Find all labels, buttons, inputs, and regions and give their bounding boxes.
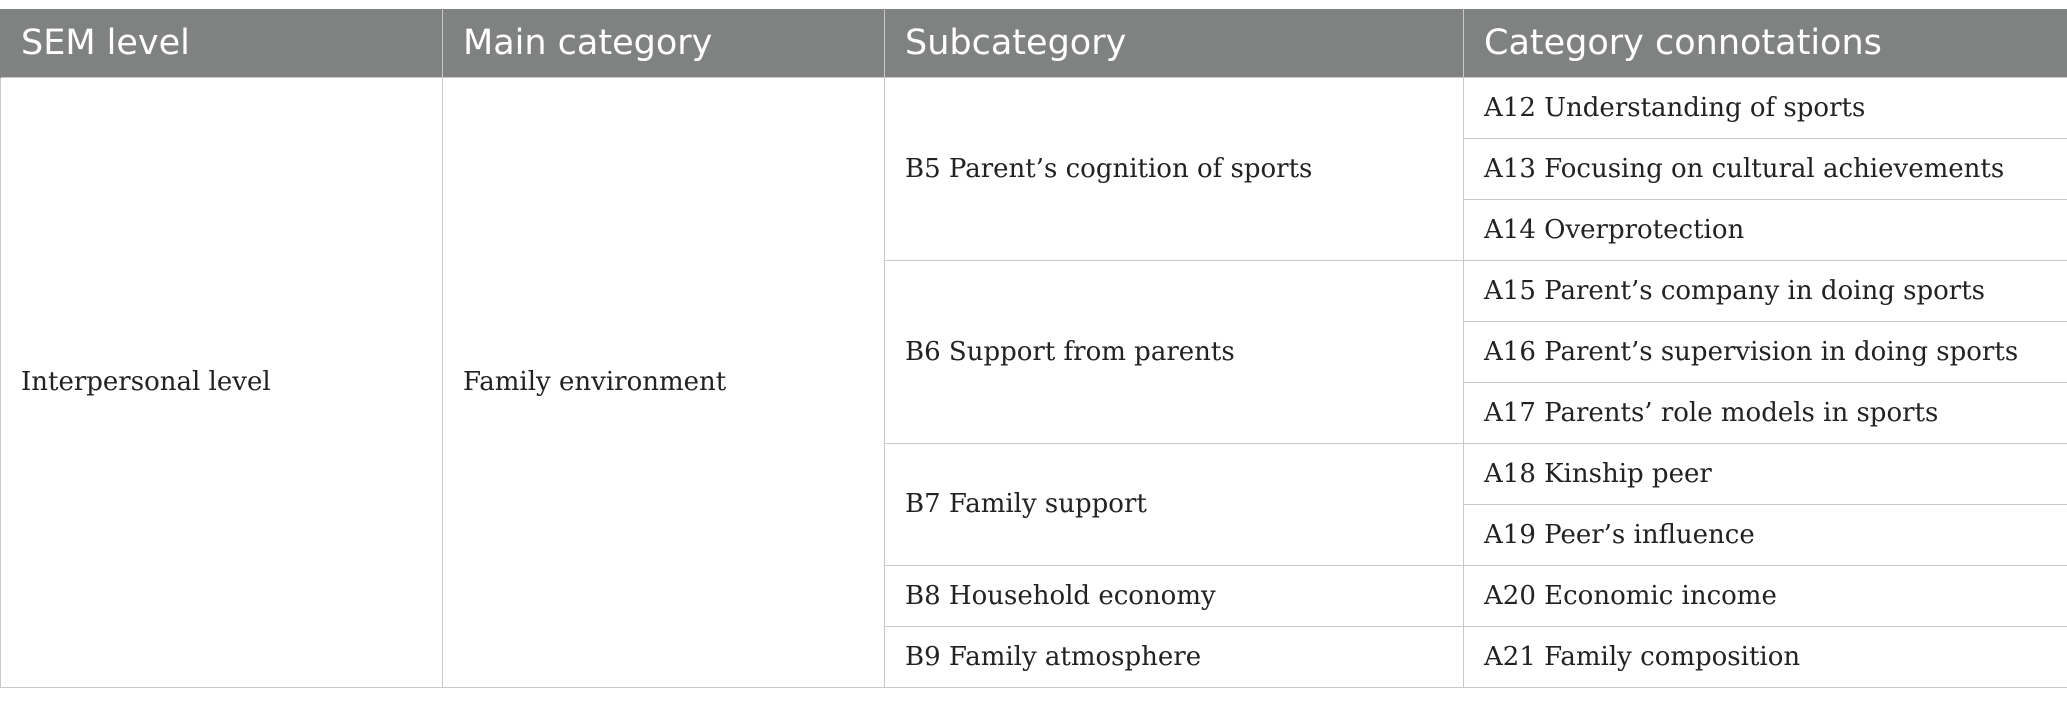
connotation-cell: A21 Family composition (1464, 626, 2067, 687)
subcategory-cell: B5 Parent’s cognition of sports (885, 77, 1464, 260)
subcategory-cell: B7 Family support (885, 443, 1464, 565)
connotation-cell: A16 Parent’s supervision in doing sports (1464, 321, 2067, 382)
subcategory-cell: B9 Family atmosphere (885, 626, 1464, 687)
connotation-cell: A19 Peer’s influence (1464, 504, 2067, 565)
connotation-cell: A15 Parent’s company in doing sports (1464, 260, 2067, 321)
header-main-category: Main category (443, 9, 885, 77)
connotation-cell: A13 Focusing on cultural achievements (1464, 138, 2067, 199)
sem-level-cell: Interpersonal level (1, 77, 443, 687)
connotation-cell: A18 Kinship peer (1464, 443, 2067, 504)
header-row (1, 9, 2067, 77)
table-header (1, 9, 2067, 77)
connotation-cell: A12 Understanding of sports (1464, 77, 2067, 138)
table-row (1, 77, 2067, 138)
connotation-cell: A20 Economic income (1464, 565, 2067, 626)
main-category-cell: Family environment (443, 77, 885, 687)
subcategory-cell: B8 Household economy (885, 565, 1464, 626)
header-category-connotations: Category connotations (1464, 9, 2067, 77)
table-body (1, 77, 2067, 687)
header-sem-level: SEM level (1, 9, 443, 77)
subcategory-cell: B6 Support from parents (885, 260, 1464, 443)
connotation-cell: A17 Parents’ role models in sports (1464, 382, 2067, 443)
header-subcategory: Subcategory (885, 9, 1464, 77)
sem-category-table (0, 9, 2067, 688)
connotation-cell: A14 Overprotection (1464, 199, 2067, 260)
